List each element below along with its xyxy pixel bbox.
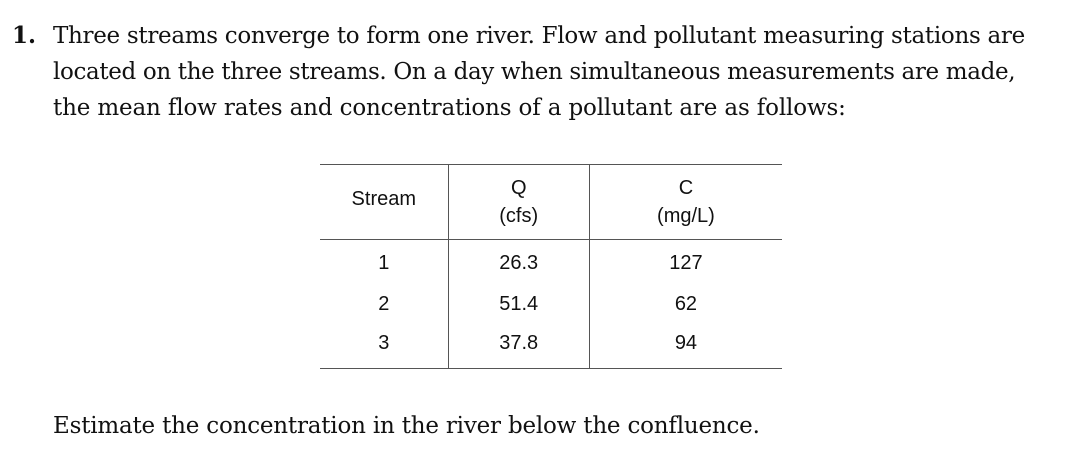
table-header-row bbox=[320, 165, 782, 240]
cell-stream: 3 bbox=[320, 326, 448, 369]
cell-concentration: 94 bbox=[589, 326, 782, 369]
header-flow-unit: (cfs) bbox=[499, 205, 539, 227]
cell-flow: 26.3 bbox=[448, 240, 589, 283]
table-row bbox=[320, 240, 782, 283]
header-flow-symbol: Q bbox=[510, 177, 527, 199]
header-stream bbox=[320, 165, 448, 240]
problem-line-1: Three streams converge to form one river. Flow and pollutant measuring stations are bbox=[53, 23, 1025, 49]
header-flow bbox=[448, 165, 589, 240]
table-row bbox=[320, 326, 782, 369]
measurements-table bbox=[320, 164, 782, 369]
problem-statement bbox=[12, 18, 1072, 126]
header-concentration-symbol: C bbox=[678, 177, 694, 199]
header-concentration-unit: (mg/L) bbox=[657, 205, 715, 227]
table-row bbox=[320, 283, 782, 326]
problem-line-2: located on the three streams. On a day when simultaneous measurements are made, bbox=[53, 59, 1016, 85]
cell-concentration: 127 bbox=[669, 252, 703, 275]
cell-stream: 2 bbox=[320, 283, 448, 326]
problem-paragraph bbox=[53, 18, 1068, 126]
question-text: Estimate the concentration in the river below the confluence. bbox=[53, 413, 760, 439]
header-concentration bbox=[589, 165, 782, 240]
cell-flow: 37.8 bbox=[448, 326, 589, 369]
cell-flow: 51.4 bbox=[448, 283, 589, 326]
problem-line-3: the mean flow rates and concentrations of a pollutant are as follows: bbox=[53, 95, 846, 121]
header-stream-label: Stream bbox=[351, 188, 417, 210]
cell-concentration: 62 bbox=[674, 292, 698, 315]
problem-number: 1. bbox=[12, 22, 37, 49]
cell-stream: 1 bbox=[320, 240, 448, 283]
